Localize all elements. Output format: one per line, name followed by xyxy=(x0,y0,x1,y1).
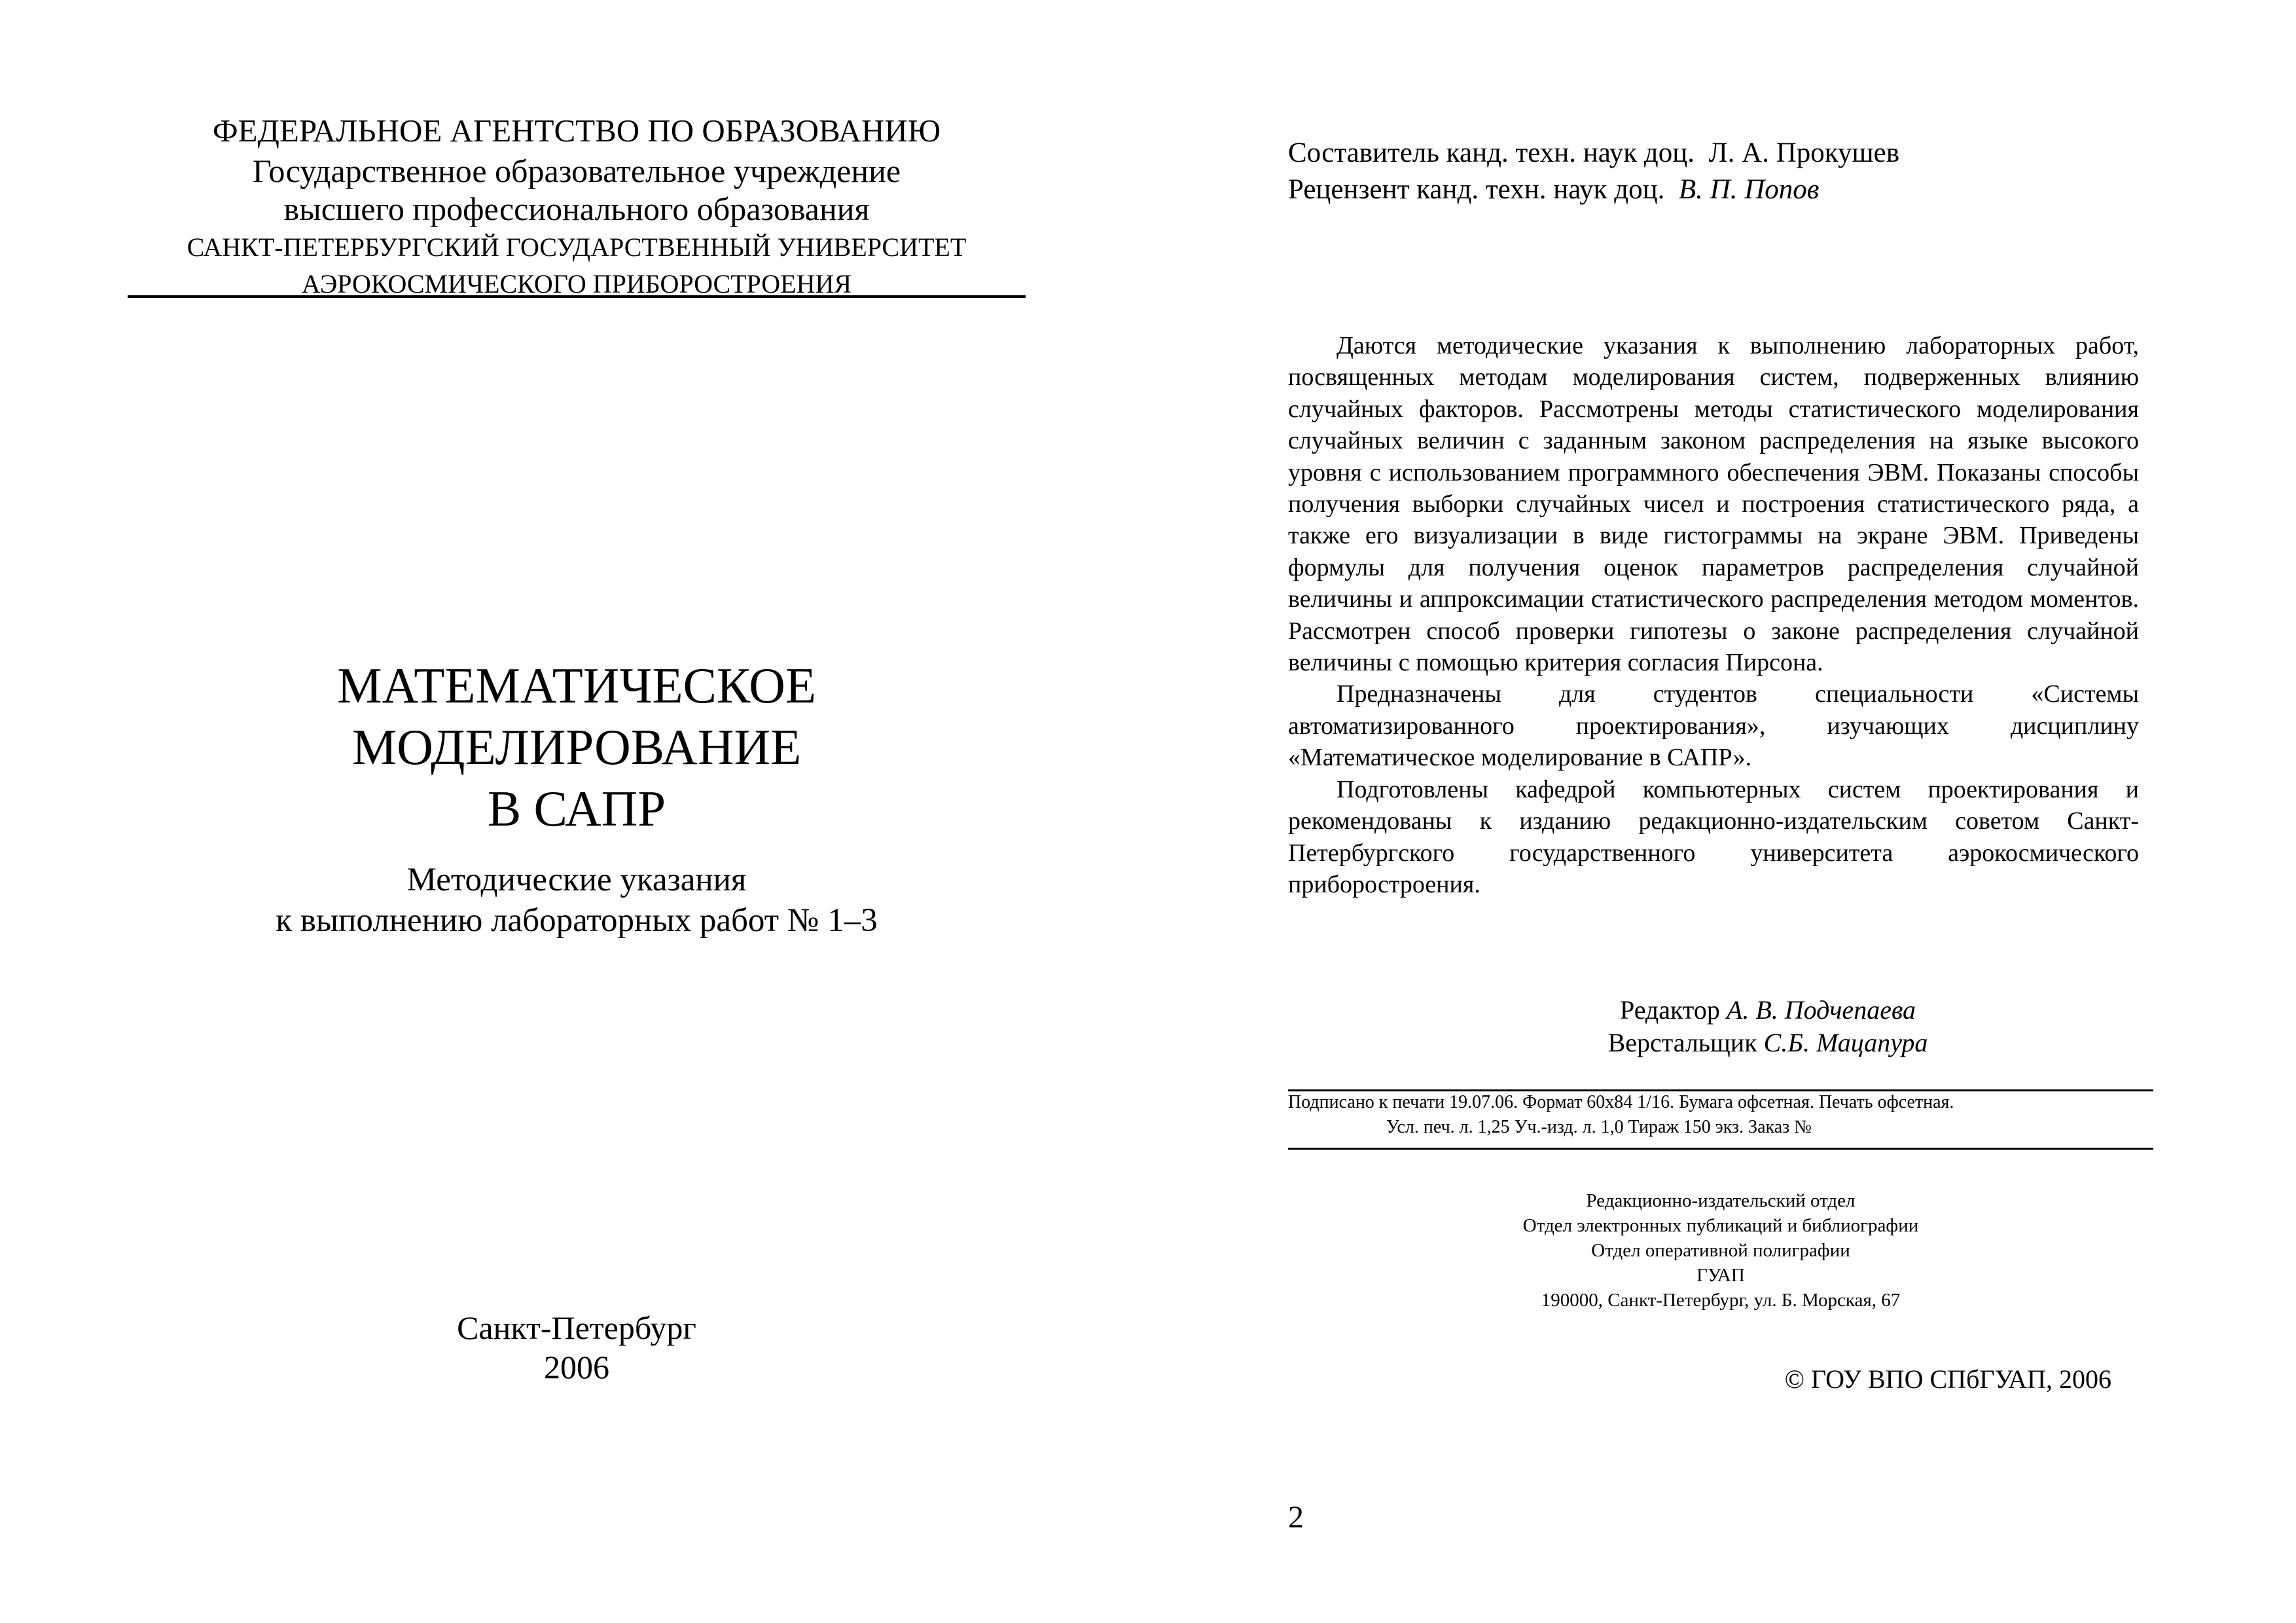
university-name-line2: АЭРОКОСМИЧЕСКОГО ПРИБОРОСТРОЕНИЯ xyxy=(301,269,852,299)
editor-label: Редактор xyxy=(1619,995,1720,1025)
title-line-2: МОДЕЛИРОВАНИЕ xyxy=(351,719,802,775)
institution-header xyxy=(128,110,1026,301)
year: 2006 xyxy=(544,1349,609,1385)
agency-name: ФЕДЕРАЛЬНОЕ АГЕНТСТВО ПО ОБРАЗОВАНИЮ xyxy=(212,113,941,149)
publication-line-2: Усл. печ. л. 1,25 Уч.-изд. л. 1,0 Тираж 150 экз. Заказ № xyxy=(1386,1117,1812,1137)
page-number: 2 xyxy=(1288,1500,1304,1535)
editor-line xyxy=(1288,994,2139,1027)
compiler-label: Составитель канд. техн. наук доц. xyxy=(1288,137,1695,168)
title-line-1: МАТЕМАТИЧЕСКОЕ xyxy=(337,657,816,714)
department-line-1: Редакционно-издательский отдел xyxy=(1586,1190,1856,1211)
reviewer-name: В. П. Попов xyxy=(1678,174,1820,205)
abstract-paragraph-3: Подготовлены кафедрой компьютерных систем проектирования и рекомендованы к изданию редакционно-издательским советом Санкт-Петербургского государственного университета аэрокосмического приборостроения. xyxy=(1288,775,2139,898)
publisher-departments xyxy=(1288,1188,2153,1313)
layout-name: С.Б. Мацапура xyxy=(1763,1028,1928,1057)
copyright-notice: © ГОУ ВПО СПбГУАП, 2006 xyxy=(1784,1364,2111,1394)
layout-label: Верстальщик xyxy=(1607,1028,1757,1057)
university-name-line1: САНКТ-ПЕТЕРБУРГСКИЙ ГОСУДАРСТВЕННЫЙ УНИВЕРСИТЕТ xyxy=(187,232,967,262)
editors-block xyxy=(1288,994,2139,1059)
subtitle-line-1: Методические указания xyxy=(406,862,747,898)
abstract-paragraph-2: Предназначены для студентов специальности «Системы автоматизированного проектирования», изучающих дисциплину «Математическое моделирование в САПР». xyxy=(1288,680,2139,772)
document-title xyxy=(128,655,1026,839)
publication-info xyxy=(1288,1090,2153,1140)
header-divider xyxy=(128,295,1026,298)
compiler-name: Л. А. Прокушев xyxy=(1708,137,1900,168)
layout-line xyxy=(1288,1027,2139,1059)
title-line-3: В САПР xyxy=(487,780,666,837)
abstract xyxy=(1288,330,2139,900)
department-line-3: Отдел оперативной полиграфии xyxy=(1591,1240,1850,1261)
department-line-4: ГУАП xyxy=(1696,1265,1745,1286)
subtitle-line-2: к выполнению лабораторных работ № 1–3 xyxy=(276,902,878,939)
institution-type-line2: высшего профессионального образования xyxy=(283,191,870,227)
abstract-paragraph-1: Даются методические указания к выполнению лабораторных работ, посвященных методам моделирования систем, подверженных влиянию случайных факторов. Рассмотрены методы статистического моделирования случайных величин с заданным законом распределения на языке высокого уровня с использованием программного обеспечения ЭВМ. Показаны способы получения выборки случайных чисел и построения статистического ряда, а также его визуализации в виде гистограммы на экране ЭВМ. Приведены формулы для получения оценок параметров распределения случайной величины и аппроксимации статистического распределения методом моментов. Рассмотрен способ проверки гипотезы о законе распределения случайной величины с помощью критерия согласия Пирсона. xyxy=(1288,332,2139,677)
title-imprint xyxy=(128,1308,1026,1387)
imprint-page xyxy=(1148,0,2296,1623)
credits-block xyxy=(1288,135,2073,208)
reviewer-label: Рецензент канд. техн. наук доц. xyxy=(1288,174,1665,205)
department-address: 190000, Санкт-Петербург, ул. Б. Морская, 67 xyxy=(1541,1290,1901,1311)
compiler-line xyxy=(1288,135,2073,172)
publication-line-1: Подписано к печати 19.07.06. Формат 60x84 1/16. Бумага офсетная. Печать офсетная. xyxy=(1288,1092,1954,1112)
publication-divider-bottom xyxy=(1288,1148,2153,1150)
document-subtitle xyxy=(128,860,1026,941)
department-line-2: Отдел электронных публикаций и библиографии xyxy=(1522,1215,1919,1236)
institution-type-line1: Государственное образовательное учреждение xyxy=(252,153,901,189)
city: Санкт-Петербург xyxy=(457,1309,696,1346)
editor-name: А. В. Подчепаева xyxy=(1726,995,1916,1025)
reviewer-line xyxy=(1288,172,2073,208)
